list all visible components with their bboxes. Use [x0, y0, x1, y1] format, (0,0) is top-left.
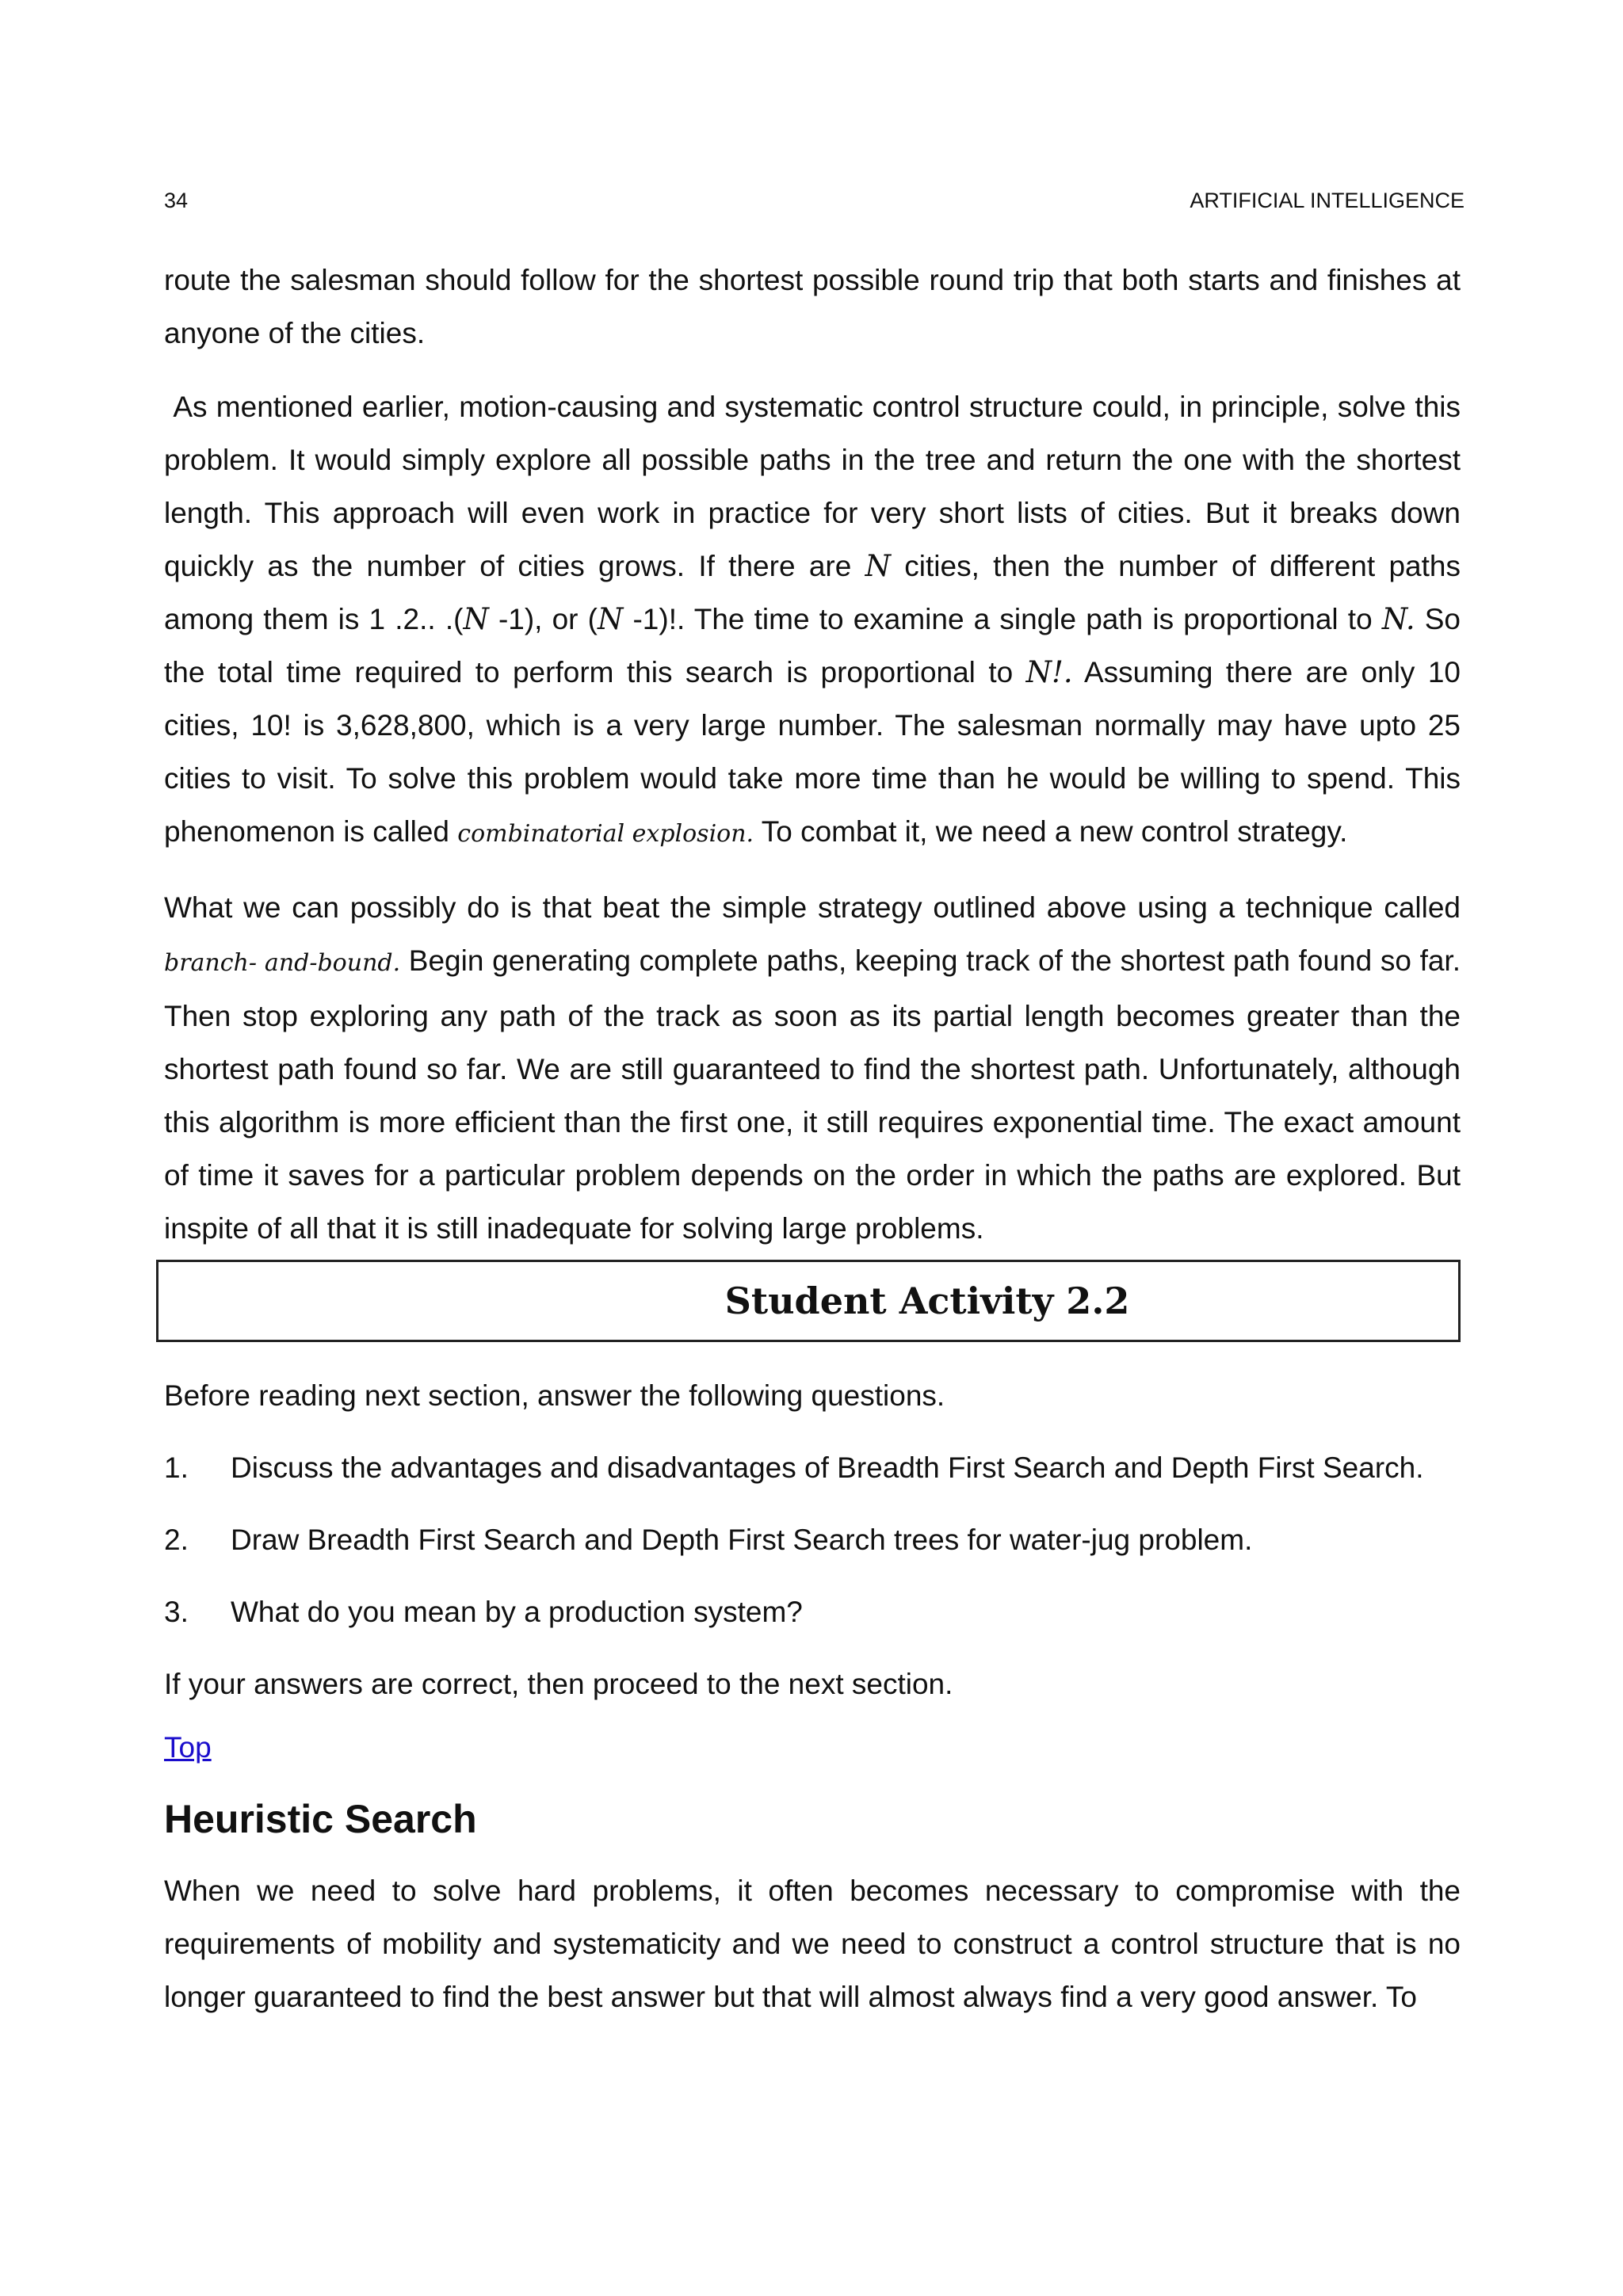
top-link[interactable]: Top [164, 1731, 212, 1764]
question-text: Discuss the advantages and disadvantages of Breadth First Search and Depth First Search. [231, 1451, 1424, 1484]
question-text: Draw Breadth First Search and Depth First Search trees for water-jug problem. [231, 1524, 1253, 1556]
math-n: N [597, 602, 624, 636]
section-heading: Heuristic Search [164, 1797, 477, 1841]
list-item [164, 1513, 1461, 1566]
list-item [164, 1585, 1461, 1638]
student-activity-box [156, 1260, 1461, 1342]
running-title: ARTIFICIAL INTELLIGENCE [1190, 189, 1465, 212]
term-branch-and-bound: branch- and-bound. [164, 949, 401, 977]
running-header [164, 189, 1465, 213]
page-number: 34 [164, 189, 189, 212]
question-list [164, 1441, 1461, 1638]
activity-intro: Before reading next section, answer the following questions. [164, 1379, 945, 1412]
paragraph-branch-and-bound: What we can possibly do is that beat the simple strategy outlined above using a technique called branch- and-bound. Begin generating complete paths, keeping track of the shortest path found so far. Then stop exploring any path of the track as soon as its partial length becomes greater than the shortest path found so far. We are still guaranteed to find the shortest path. Unfortunately, although this algorithm is more efficient than the first one, it still requires exponential time. The exact amount of time it saves for a particular problem depends on the order in which the paths are explored. But inspite of all that it is still inadequate for solving large problems. [164, 891, 1461, 1245]
paragraph-combinatorial: As mentioned earlier, motion-causing and systematic control structure could, in principle, solve this problem. It would simply explore all possible paths in the tree and return the one with the shortest length. This approach will even work in practice for very short lists of cities. But it breaks down quickly as the number of cities grows. If there are N cities, then the number of different paths among them is 1 .2.. .(N -1), or (N -1)!. The time to examine a single path is proportional to N. So the total time required to perform this search is proportional to N!. Assuming there are only 10 cities, 10! is 3,628,800, which is a very large number. The salesman normally may have upto 25 cities to visit. To solve this problem would take more time than he would be willing to spend. This phenomenon is called combinatorial explosion. To combat it, we need a new control strategy. [164, 391, 1461, 848]
question-number: 2. [164, 1524, 189, 1556]
activity-outro: If your answers are correct, then proceed to the next section. [164, 1668, 953, 1700]
question-text: What do you mean by a production system? [231, 1596, 803, 1628]
math-n-factorial: N!. [1025, 655, 1073, 689]
student-activity-title: Student Activity 2.2 [724, 1280, 1130, 1322]
page-content [164, 254, 1461, 2023]
math-n: N [865, 549, 891, 583]
question-number: 1. [164, 1451, 189, 1484]
paragraph-heuristic: When we need to solve hard problems, it often becomes necessary to compromise with the requirements of mobility and systematicity and we need to construct a control structure that is no longer guaranteed to find the best answer but that will almost always find a very good answer. To [164, 1875, 1461, 2013]
term-combinatorial-explosion: combinatorial explosion. [457, 820, 754, 848]
list-item [164, 1441, 1461, 1494]
math-n: N. [1381, 602, 1415, 636]
math-n: N [463, 602, 489, 636]
question-number: 3. [164, 1596, 189, 1628]
paragraph-route: route the salesman should follow for the shortest possible round trip that both starts and finishes at anyone of the cities. [164, 264, 1461, 349]
